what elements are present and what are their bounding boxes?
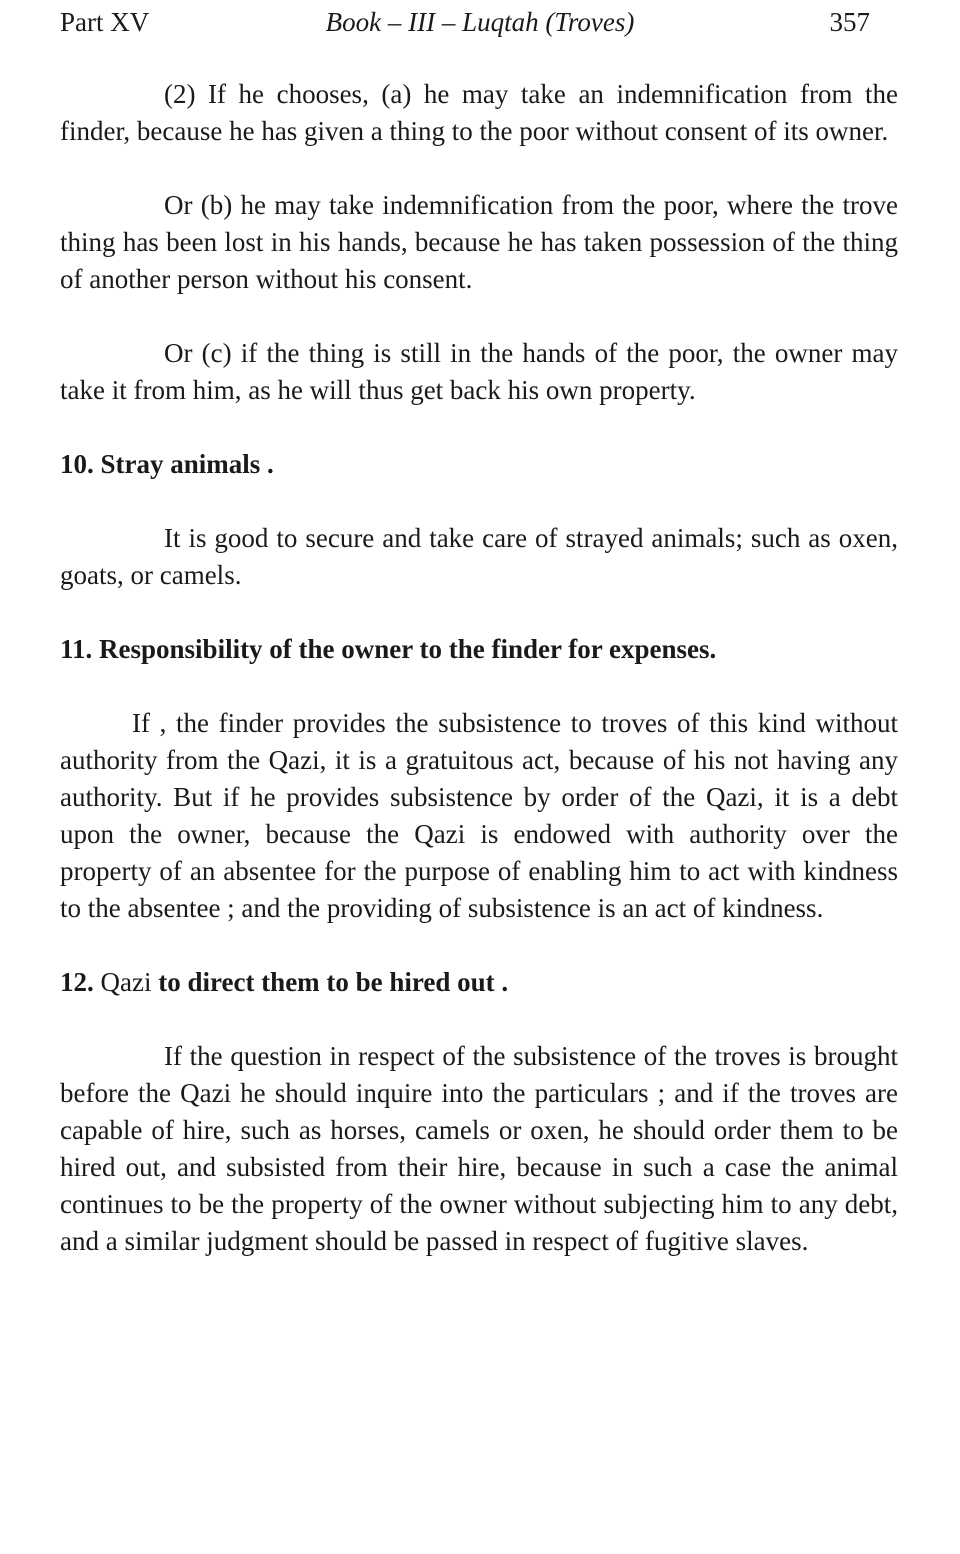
section-number: 11.	[60, 634, 93, 664]
section-heading-stray-animals	[60, 446, 898, 483]
section-title: Stray animals .	[100, 449, 274, 479]
paragraph-stray-animals: It is good to secure and take care of strayed animals; such as oxen, goats, or camels.	[60, 523, 898, 590]
section-heading-hire-out	[60, 964, 898, 1001]
page-body	[60, 76, 898, 1260]
page-header	[60, 4, 900, 44]
section-title-light: Qazi	[100, 967, 152, 997]
paragraph-indemnification-poor: Or (b) he may take indemnification from the poor, where the trove thing has been lost in his hands, because he has taken possession of the thing of another person without his consent.	[60, 190, 898, 294]
section-title: Responsibility of the owner to the finder for expenses.	[99, 634, 717, 664]
part-label: Part XV	[60, 7, 150, 37]
paragraph-hire-out: If the question in respect of the subsistence of the troves is brought before the Qazi he should inquire into the particulars ; and if the troves are capable of hire, such as horses, camels or oxen, he should order them to be hired out, and subsisted from their hire, because in such a case the animal continues to be the property of the owner without subjecting him to any debt, and a similar judgment should be passed in respect of fugitive slaves.	[60, 1041, 898, 1256]
paragraph-owner-recovery: Or (c) if the thing is still in the hands of the poor, the owner may take it from him, as he will thus get back his own property.	[60, 338, 898, 405]
section-number: 12.	[60, 967, 94, 997]
paragraph-owner-responsibility: If , the finder provides the subsistence to troves of this kind without authority from the Qazi, it is a gratuitous act, because of his not having any authority. But if he provides subsistence by order of the Qazi, it is a debt upon the owner, because the Qazi is endowed with authority over the property of an absentee for the purpose of enabling him to act with kindness to the absentee ; and the providing of subsistence is an act of kindness.	[60, 708, 898, 923]
running-title: Book – III – Luqtah (Troves)	[325, 7, 635, 37]
page-number: 357	[829, 7, 870, 37]
section-title: to direct them to be hired out .	[158, 967, 509, 997]
section-number: 10.	[60, 449, 94, 479]
section-heading-owner-responsibility	[60, 631, 898, 668]
paragraph-indemnification-finder: (2) If he chooses, (a) he may take an indemnification from the finder, because he has given a thing to the poor without consent of its owner.	[60, 79, 898, 146]
